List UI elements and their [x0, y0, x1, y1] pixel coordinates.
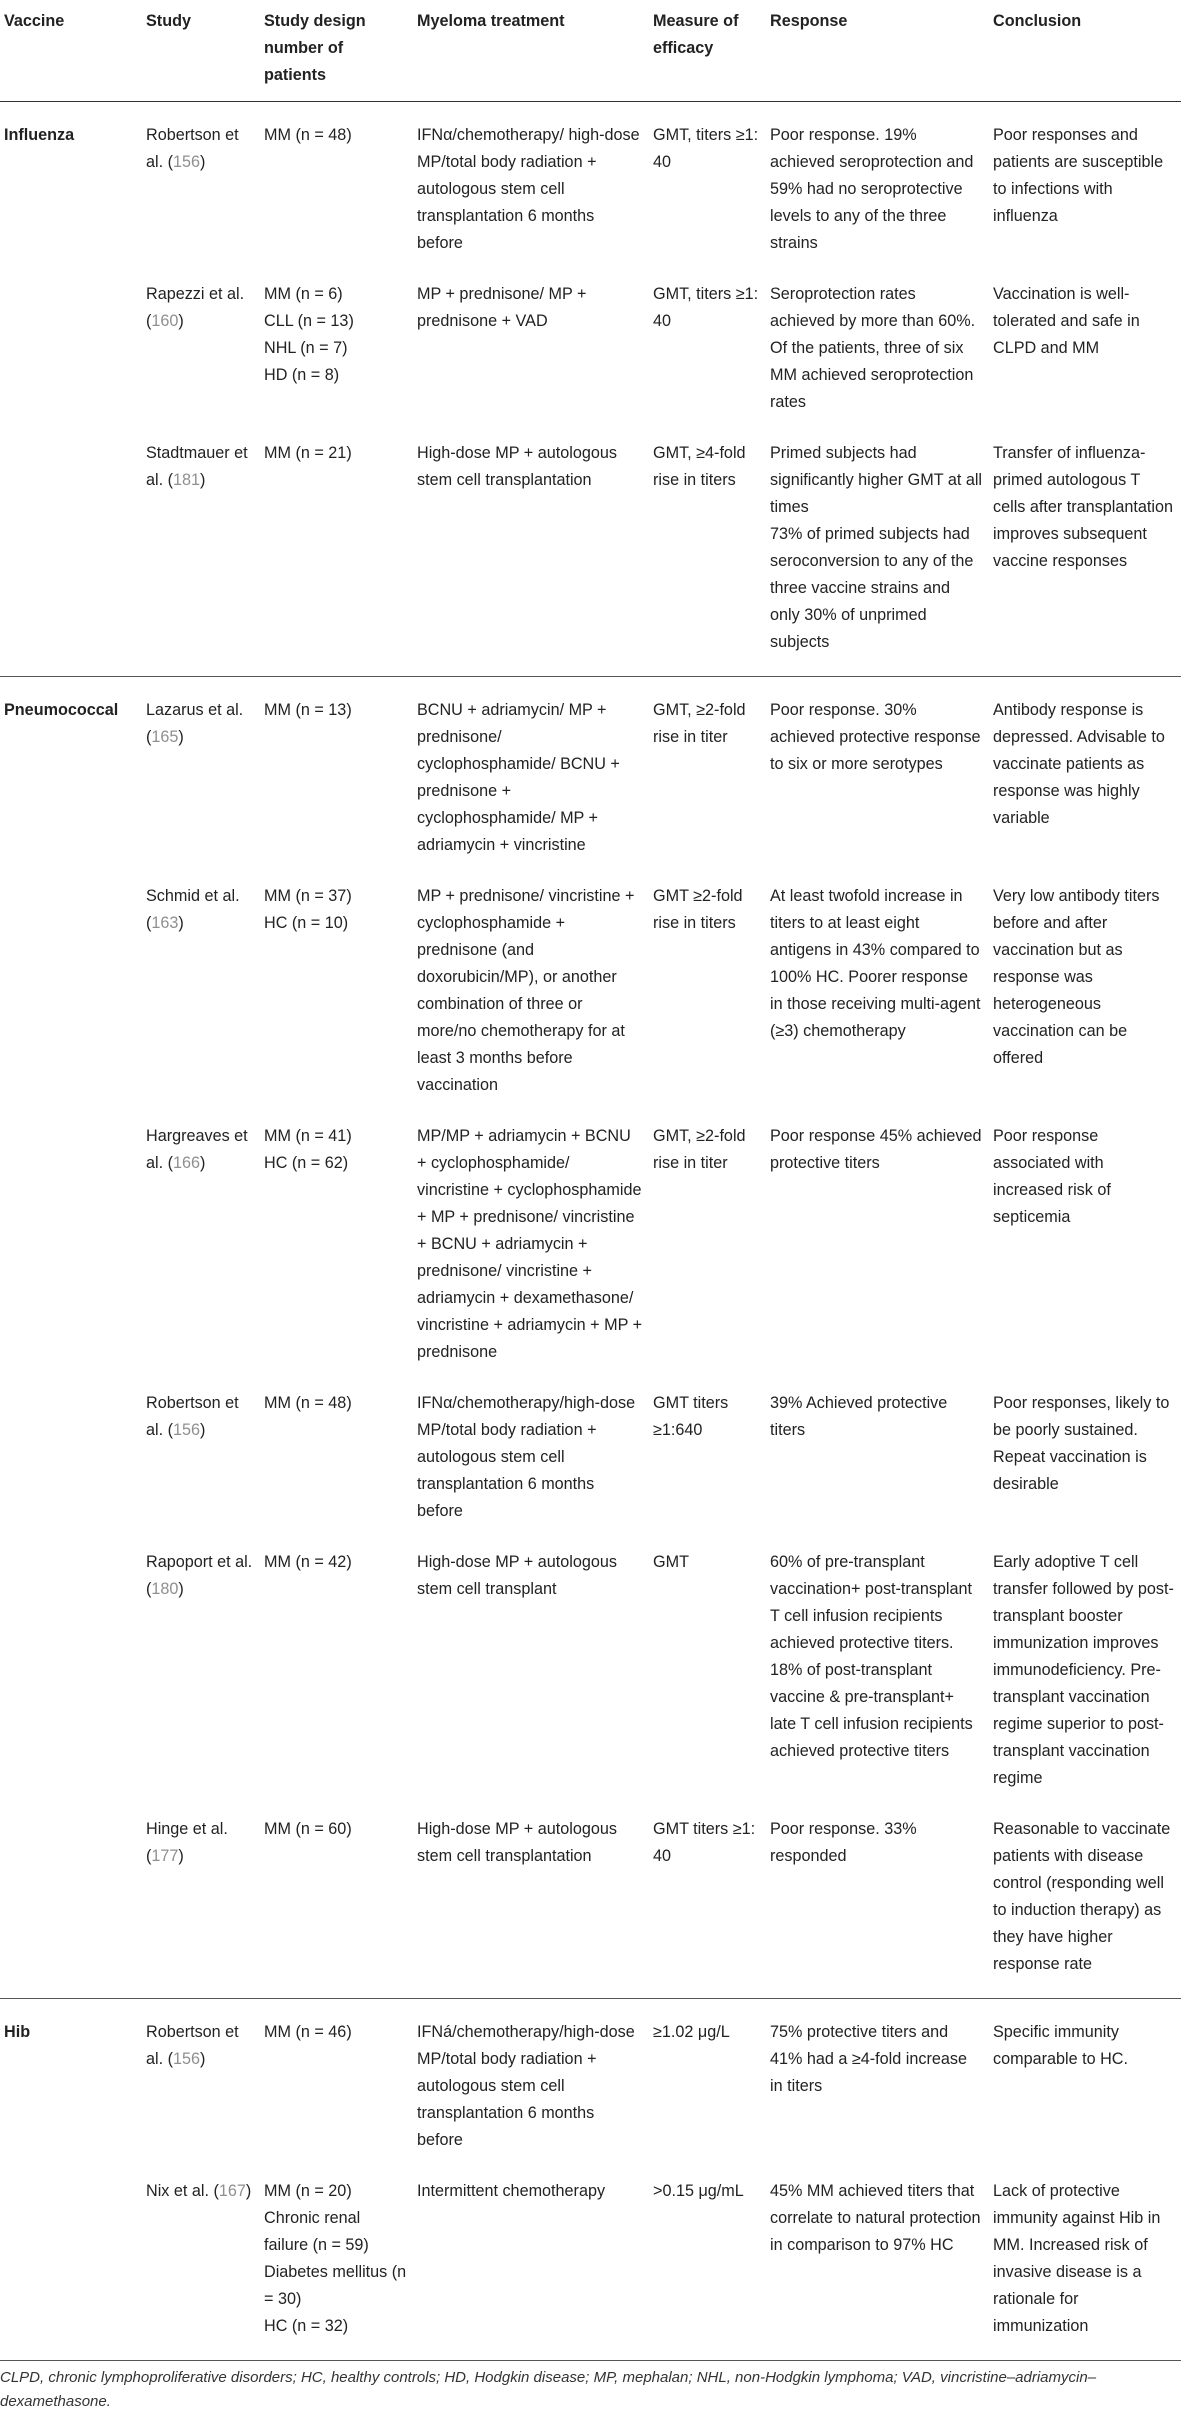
- measure-cell: >0.15 μg/mL: [653, 2182, 744, 2200]
- table-row: [0, 428, 1181, 677]
- response-cell: 60% of pre-transplant vaccination+ post-transplant T cell infusion recipients achieved protective titers. 18% of post-transplant vaccine & pre-transplant+ late T cell infusion recipients achieved protective titers: [770, 1553, 973, 1760]
- measure-cell: GMT: [653, 1553, 689, 1571]
- design-cell: MM (n = 48): [264, 126, 352, 144]
- response-cell: 39% Achieved protective titers: [770, 1394, 948, 1439]
- header-measure-of-efficacy: Measure of efficacy: [649, 0, 766, 102]
- measure-cell: ≥1.02 μg/L: [653, 2023, 730, 2041]
- response-cell: At least twofold increase in titers to at least eight antigens in 43% compared to 100% HC. Poorer response in those receiving multi-agent (≥3) chemotherapy: [770, 887, 981, 1040]
- treatment-cell: IFNα/chemotherapy/high-dose MP/total body radiation + autologous stem cell transplantation 6 months before: [417, 1394, 636, 1520]
- conclusion-cell: Poor responses, likely to be poorly sustained. Repeat vaccination is desirable: [993, 1394, 1170, 1493]
- measure-cell: GMT, ≥4-fold rise in titers: [649, 428, 766, 677]
- header-myeloma-treatment: Myeloma treatment: [413, 0, 649, 102]
- measure-cell: GMT, ≥2-fold rise in titer: [653, 701, 746, 746]
- conclusion-cell: Transfer of influenza-primed autologous T cells after transplantation improves subsequent vaccine responses: [989, 428, 1181, 677]
- measure-cell: GMT, titers ≥1: 40: [653, 285, 759, 330]
- conclusion-cell: Antibody response is depressed. Advisable to vaccinate patients as response was highly variable: [993, 701, 1165, 827]
- study-cell: Nix et al. (167): [146, 2182, 252, 2200]
- treatment-cell: MP/MP + adriamycin + BCNU + cyclophosphamide/ vincristine + cyclophosphamide + MP + prednisone/ vincristine + BCNU + adriamycin + prednisone/ vincristine + adriamycin + dexamethasone/ vincristine + adriamycin + MP + prednisone: [417, 1127, 643, 1361]
- measure-cell: GMT titers ≥1:640: [653, 1394, 729, 1439]
- reference-link[interactable]: 177: [151, 1847, 179, 1865]
- study-cell: Hargreaves et al. (166): [146, 1127, 248, 1172]
- design-cell: MM (n = 60): [260, 1804, 413, 1999]
- treatment-cell: MP + prednisone/ vincristine + cyclophosphamide + prednisone (and doxorubicin/MP), or another combination of three or more/no chemotherapy for at least 3 months before vaccination: [417, 887, 635, 1094]
- design-cell: MM (n = 41) HC (n = 62): [264, 1127, 352, 1172]
- table-row: [0, 1378, 1181, 1537]
- header-response: Response: [766, 0, 989, 102]
- study-cell: Rapezzi et al. (160): [146, 285, 245, 330]
- response-cell: Seroprotection rates achieved by more than 60%. Of the patients, three of six MM achieved seroprotection rates: [770, 285, 976, 411]
- header-vaccine: Vaccine: [0, 0, 142, 102]
- table-row: [0, 269, 1181, 428]
- header-row: [0, 0, 1181, 102]
- response-cell: 45% MM achieved titers that correlate to natural protection in comparison to 97% HC: [770, 2182, 981, 2254]
- conclusion-cell: Poor response associated with increased risk of septicemia: [993, 1127, 1111, 1226]
- vaccine-group-label: Influenza: [4, 126, 75, 144]
- conclusion-cell: Lack of protective immunity against Hib in MM. Increased risk of invasive disease is a rationale for immunization: [993, 2182, 1161, 2335]
- design-cell: MM (n = 13): [264, 701, 352, 719]
- reference-link[interactable]: 181: [173, 471, 201, 489]
- study-cell: Hinge et al. (177): [142, 1804, 260, 1999]
- conclusion-cell: Specific immunity comparable to HC.: [993, 2023, 1128, 2068]
- header-study: Study: [142, 0, 260, 102]
- study-cell: Stadtmauer et al. (181): [142, 428, 260, 677]
- conclusion-cell: Poor responses and patients are susceptible to infections with influenza: [993, 126, 1164, 225]
- design-cell: MM (n = 6) CLL (n = 13) NHL (n = 7) HD (n = 8): [264, 285, 354, 384]
- design-cell: MM (n = 21): [260, 428, 413, 677]
- design-cell: MM (n = 37) HC (n = 10): [264, 887, 352, 932]
- study-cell: Robertson et al. (156): [146, 1394, 239, 1439]
- vaccine-group-label: Pneumococcal: [4, 701, 119, 719]
- treatment-cell: BCNU + adriamycin/ MP + prednisone/ cyclophosphamide/ BCNU + prednisone + cyclophosphamide/ MP + adriamycin + vincristine: [417, 701, 620, 854]
- treatment-cell: High-dose MP + autologous stem cell transplant: [417, 1553, 617, 1598]
- conclusion-cell: Vaccination is well-tolerated and safe in CLPD and MM: [993, 285, 1140, 357]
- treatment-cell: MP + prednisone/ MP + prednisone + VAD: [417, 285, 587, 330]
- table-row: [0, 677, 1181, 872]
- reference-link[interactable]: 166: [173, 1154, 201, 1172]
- response-cell: Primed subjects had significantly higher GMT at all times 73% of primed subjects had seroconversion to any of the three vaccine strains and only 30% of unprimed subjects: [766, 428, 989, 677]
- design-cell: MM (n = 42): [264, 1553, 352, 1571]
- reference-link[interactable]: 165: [151, 728, 179, 746]
- response-cell: Poor response. 19% achieved seroprotection and 59% had no seroprotective levels to any of the three strains: [770, 126, 974, 252]
- study-cell: Schmid et al. (163): [146, 887, 240, 932]
- table-bottom-rule: [0, 2360, 1181, 2361]
- table-row: [0, 1999, 1181, 2167]
- design-cell: MM (n = 48): [264, 1394, 352, 1412]
- table-row: [0, 871, 1181, 1111]
- treatment-cell: IFNá/chemotherapy/high-dose MP/total body radiation + autologous stem cell transplantation 6 months before: [417, 2023, 635, 2149]
- reference-link[interactable]: 167: [218, 2182, 246, 2200]
- table-row: [0, 1537, 1181, 1804]
- vaccine-group-label: Hib: [4, 2023, 31, 2041]
- treatment-cell: IFNα/chemotherapy/ high-dose MP/total body radiation + autologous stem cell transplantation 6 months before: [417, 126, 640, 252]
- response-cell: Poor response. 33% responded: [766, 1804, 989, 1999]
- reference-link[interactable]: 156: [173, 2050, 201, 2068]
- measure-cell: GMT titers ≥1: 40: [649, 1804, 766, 1999]
- measure-cell: GMT, titers ≥1: 40: [653, 126, 759, 171]
- response-cell: Poor response 45% achieved protective titers: [770, 1127, 982, 1172]
- response-cell: Poor response. 30% achieved protective response to six or more serotypes: [770, 701, 981, 773]
- measure-cell: GMT, ≥2-fold rise in titer: [653, 1127, 746, 1172]
- design-cell: MM (n = 20) Chronic renal failure (n = 59) Diabetes mellitus (n = 30) HC (n = 32): [264, 2182, 407, 2335]
- reference-link[interactable]: 180: [151, 1580, 179, 1598]
- response-cell: 75% protective titers and 41% had a ≥4-fold increase in titers: [770, 2023, 967, 2095]
- treatment-cell: High-dose MP + autologous stem cell transplantation: [413, 428, 649, 677]
- treatment-cell: High-dose MP + autologous stem cell transplantation: [413, 1804, 649, 1999]
- conclusion-cell: Reasonable to vaccinate patients with disease control (responding well to induction therapy) as they have higher response rate: [989, 1804, 1181, 1999]
- study-cell: Robertson et al. (156): [146, 126, 239, 171]
- table-row: [0, 1111, 1181, 1378]
- measure-cell: GMT ≥2-fold rise in titers: [653, 887, 743, 932]
- study-cell: Rapoport et al. (180): [146, 1553, 253, 1598]
- reference-link[interactable]: 156: [173, 153, 201, 171]
- design-cell: MM (n = 46): [264, 2023, 352, 2041]
- study-cell: Robertson et al. (156): [146, 2023, 239, 2068]
- conclusion-cell: Early adoptive T cell transfer followed by post-transplant booster immunization improves immunodeficiency. Pre-transplant vaccination regime superior to post-transplant vaccination regime: [993, 1553, 1174, 1787]
- conclusion-cell: Very low antibody titers before and after vaccination but as response was heterogeneous vaccination can be offered: [993, 887, 1160, 1067]
- table-footnote: CLPD, chronic lymphoproliferative disorders; HC, healthy controls; HD, Hodgkin disease; MP, mephalan; NHL, non-Hodgkin lymphoma; VAD, vincristine–adriamycin–dexamethasone.: [0, 2369, 1097, 2410]
- treatment-cell: Intermittent chemotherapy: [417, 2182, 606, 2200]
- table-row: [0, 1804, 1181, 1999]
- reference-link[interactable]: 156: [173, 1421, 201, 1439]
- reference-link[interactable]: 163: [151, 914, 179, 932]
- header-conclusion: Conclusion: [989, 0, 1181, 102]
- header-study-design: Study design number of patients: [260, 0, 413, 102]
- study-cell: Lazarus et al. (165): [146, 701, 244, 746]
- table-row: [0, 102, 1181, 270]
- table-row: [0, 2166, 1181, 2352]
- reference-link[interactable]: 160: [151, 312, 179, 330]
